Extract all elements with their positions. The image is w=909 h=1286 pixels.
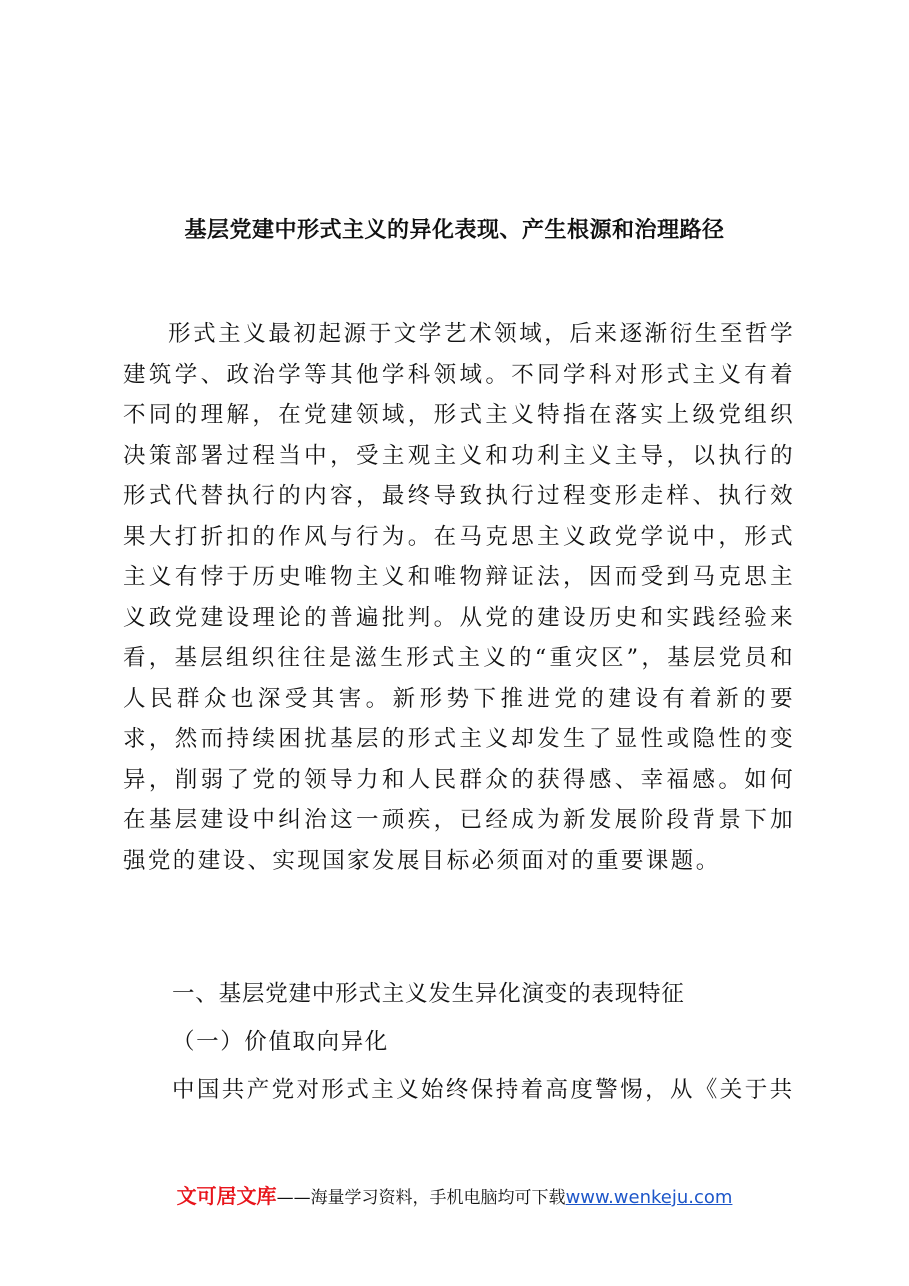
footer-brand: 文可居文库 <box>176 1184 277 1208</box>
subsection-paragraph-1: 中国共产党对形式主义始终保持着高度警惕，从《关于共 <box>172 1077 795 1103</box>
footer-banner <box>0 1182 909 1212</box>
footer-slogan: ——海量学习资料，手机电脑均可下载 <box>276 1188 566 1208</box>
section-heading-1: 一、基层党建中形式主义发生异化演变的表现特征 <box>172 981 685 1007</box>
document-title: 基层党建中形式主义的异化表现、产生根源和治理路径 <box>184 217 725 243</box>
footer-website-link[interactable]: www.wenkeju.com <box>565 1187 733 1208</box>
intro-paragraph: 形式主义最初起源于文学艺术领域，后来逐渐衍生至哲学建筑学、政治学等其他学科领域。不同学科对形式主义有着不同的理解，在党建领域，形式主义特指在落实上级党组织决策部署过程当中，受主观主义和功利主义主导，以执行的形式代替执行的内容，最终导致执行过程变形走样、执行效果大打折扣的作风与行为。在马克思主义政党学说中，形式主义有悖于历史唯物主义和唯物辩证法，因而受到马克思主义政党建设理论的普遍批判。从党的建设历史和实践经验来看，基层组织往往是滋生形式主义的“重灾区”，基层党员和人民群众也深受其害。新形势下推进党的建设有着新的要求，然而持续困扰基层的形式主义却发生了显性或隐性的变异，削弱了党的领导力和人民群众的获得感、幸福感。如何在基层建设中纠治这一顽疾，已经成为新发展阶段背景下加强党的建设、实现国家发展目标必须面对的重要课题。 <box>123 321 795 874</box>
subsection-heading-1: （一）价值取向异化 <box>172 1029 389 1055</box>
